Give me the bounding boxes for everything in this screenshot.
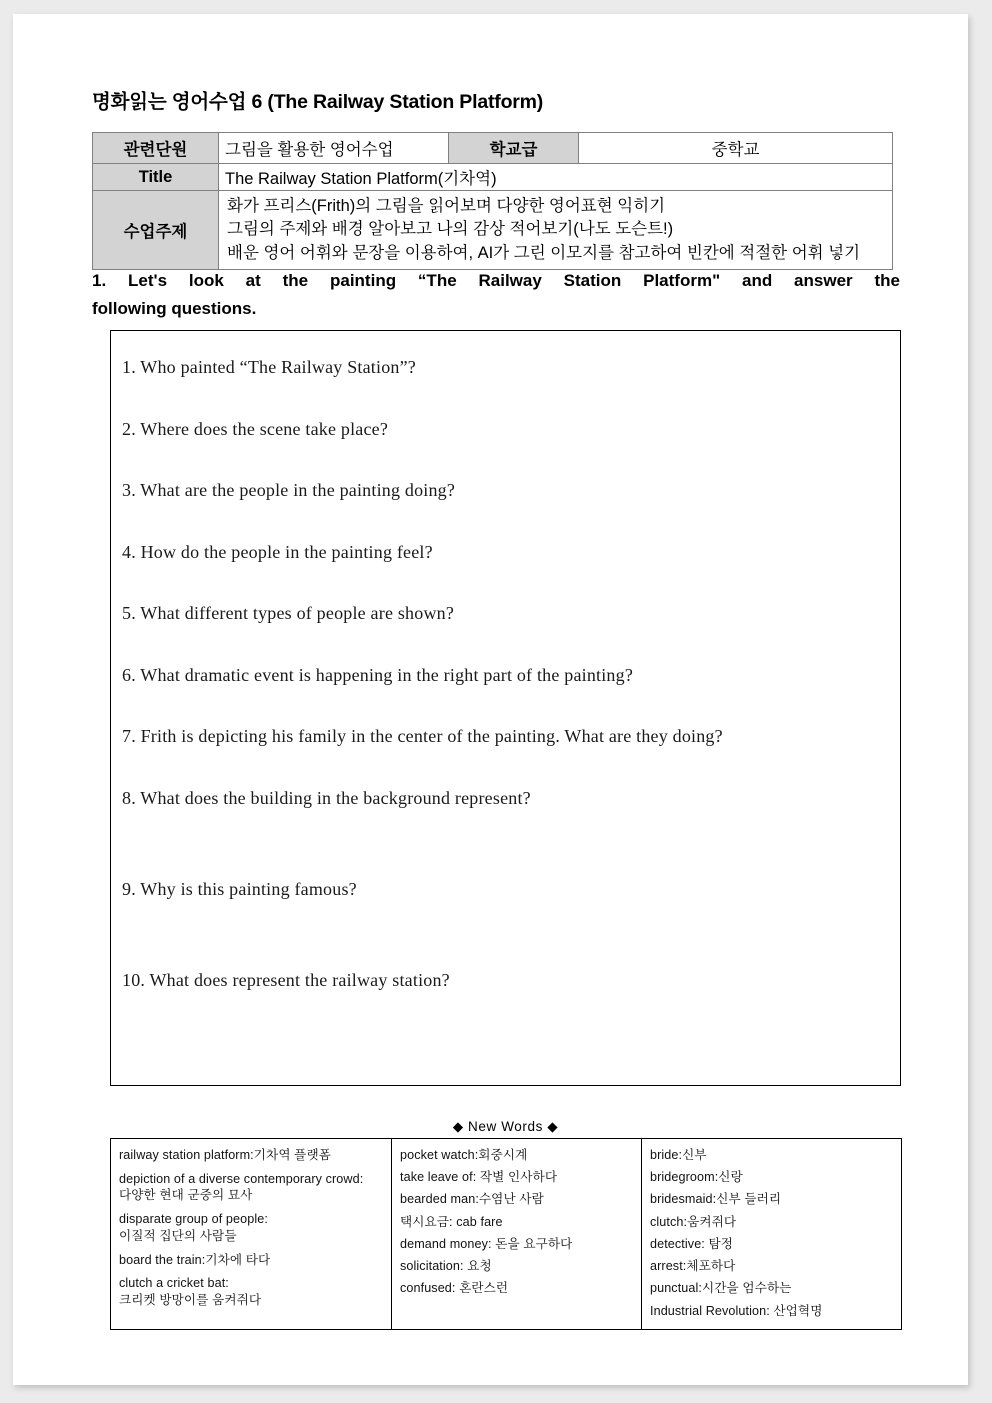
document-page xyxy=(13,14,968,1385)
new-words-heading: ◆ New Words ◆ xyxy=(452,1119,559,1134)
lesson-topic-line: 배운 영어 어휘와 문장을 이용하여, AI가 그린 이모지를 참고하여 빈칸에 적절한 어휘 넣기 xyxy=(227,243,861,262)
vocab-entry xyxy=(400,1147,633,1164)
vocab-entry-list xyxy=(400,1147,633,1297)
vocab-entry-line-1: pocket watch:회중시계 xyxy=(400,1148,528,1162)
vocab-entry-line-1: depiction of a diverse contemporary crowd: xyxy=(119,1171,364,1186)
vocab-entry xyxy=(650,1303,893,1320)
vocab-entry-line-1: 택시요금: cab fare xyxy=(400,1214,503,1229)
school-level-label: 학교급 xyxy=(449,133,579,164)
vocab-entry xyxy=(119,1147,383,1164)
question-item: 7. Frith is depicting his family in the center of the painting. What are they doing? xyxy=(122,726,723,746)
question-item: 6. What dramatic event is happening in the right part of the painting? xyxy=(122,664,634,685)
vocab-entry xyxy=(650,1236,893,1253)
vocab-entry xyxy=(400,1280,633,1297)
instruction-line-2: following questions. xyxy=(92,298,257,318)
vocab-entry-line-1: Industrial Revolution: 산업혁명 xyxy=(650,1303,823,1318)
title-value: The Railway Station Platform(기차역) xyxy=(219,164,893,191)
vocab-entry xyxy=(650,1258,893,1275)
vocab-entry-line-2: 다양한 현대 군중의 묘사 xyxy=(119,1188,253,1203)
vocab-entry xyxy=(400,1236,633,1253)
question-item: 4. How do the people in the painting feel? xyxy=(122,541,433,562)
vocab-entry xyxy=(119,1211,383,1244)
vocab-entry xyxy=(119,1252,383,1269)
question-item: 5. What different types of people are shown? xyxy=(122,603,455,623)
vocab-entry xyxy=(119,1275,383,1308)
vocab-entry xyxy=(650,1147,893,1164)
question-item: 9. Why is this painting famous? xyxy=(122,878,357,899)
questions-list xyxy=(122,357,890,1031)
vocab-entry-line-1: bearded man:수염난 사람 xyxy=(400,1192,544,1207)
school-level-value: 중학교 xyxy=(579,133,893,164)
unit-label: 관련단원 xyxy=(93,133,219,164)
vocab-entry-line-1: clutch a cricket bat: xyxy=(119,1276,229,1291)
question-item: 10. What does represent the railway station? xyxy=(122,969,450,990)
vocab-entry xyxy=(400,1191,633,1208)
vocab-entry-line-1: punctual:시간을 엄수하는 xyxy=(650,1281,792,1296)
question-item: 3. What are the people in the painting doing? xyxy=(122,480,456,500)
vocab-entry-line-1: arrest:체포하다 xyxy=(650,1259,736,1274)
vocab-entry-list xyxy=(119,1147,383,1309)
vocab-entry-line-1: solicitation: 요청 xyxy=(400,1259,492,1274)
lesson-topic-line: 그림의 주제와 배경 알아보고 나의 감상 적어보기(나도 도슨트!) xyxy=(227,220,674,239)
vocab-column-3 xyxy=(642,1139,902,1330)
vocab-entry-line-1: clutch:움켜쥐다 xyxy=(650,1214,737,1229)
question-item: 8. What does the building in the background represent? xyxy=(122,787,531,808)
vocab-entry-line-1: disparate group of people: xyxy=(119,1212,268,1227)
vocab-entry-line-1: confused: 혼란스런 xyxy=(400,1281,509,1296)
table-row xyxy=(111,1139,902,1330)
vocab-entry xyxy=(650,1169,893,1186)
lesson-info-table xyxy=(92,132,893,270)
page-title: 명화읽는 영어수업 6 (The Railway Station Platform) xyxy=(92,91,544,113)
vocab-column-2 xyxy=(392,1139,642,1330)
instruction-line-1: 1. Let's look at the painting “The Railway Station Platform" and answer the xyxy=(92,271,900,290)
title-label: Title xyxy=(93,164,219,191)
vocab-entry xyxy=(400,1214,633,1231)
vocab-entry-line-1: bridegroom:신랑 xyxy=(650,1170,743,1185)
vocab-entry xyxy=(650,1214,893,1231)
vocab-entry-line-2: 크리켓 방망이를 움켜쥐다 xyxy=(119,1293,262,1308)
vocab-entry xyxy=(400,1258,633,1275)
lesson-topic-label: 수업주제 xyxy=(93,191,219,270)
vocab-entry-line-1: take leave of: 작별 인사하다 xyxy=(400,1170,558,1185)
unit-value: 그림을 활용한 영어수업 xyxy=(219,133,449,164)
questions-box xyxy=(110,330,901,1086)
lesson-topic-line: 화가 프리스(Frith)의 그림을 읽어보며 다양한 영어표현 익히기 xyxy=(227,197,666,215)
table-row xyxy=(93,191,893,270)
question-item: 1. Who painted “The Railway Station”? xyxy=(122,357,416,377)
vocab-entry-line-1: bride:신부 xyxy=(650,1148,707,1162)
table-row xyxy=(93,133,893,164)
lesson-topic-value xyxy=(219,191,893,270)
vocab-entry xyxy=(650,1280,893,1297)
vocab-entry-line-1: bridesmaid:신부 들러리 xyxy=(650,1192,782,1207)
question-item: 2. Where does the scene take place? xyxy=(122,418,389,439)
table-row xyxy=(93,164,893,191)
vocab-column-1 xyxy=(111,1139,392,1330)
vocab-entry-line-1: railway station platform:기차역 플랫폼 xyxy=(119,1148,331,1162)
vocab-entry-line-1: detective: 탐정 xyxy=(650,1236,734,1251)
vocab-entry-list xyxy=(650,1147,893,1319)
new-words-table xyxy=(110,1138,902,1330)
vocab-entry xyxy=(119,1171,383,1204)
vocab-entry-line-2: 이질적 집단의 사람들 xyxy=(119,1228,237,1243)
vocab-entry xyxy=(400,1169,633,1186)
instruction-text xyxy=(92,267,900,322)
vocab-entry xyxy=(650,1191,893,1208)
vocab-entry-line-1: demand money: 돈을 요구하다 xyxy=(400,1236,573,1251)
vocab-entry-line-1: board the train:기차에 타다 xyxy=(119,1252,271,1267)
